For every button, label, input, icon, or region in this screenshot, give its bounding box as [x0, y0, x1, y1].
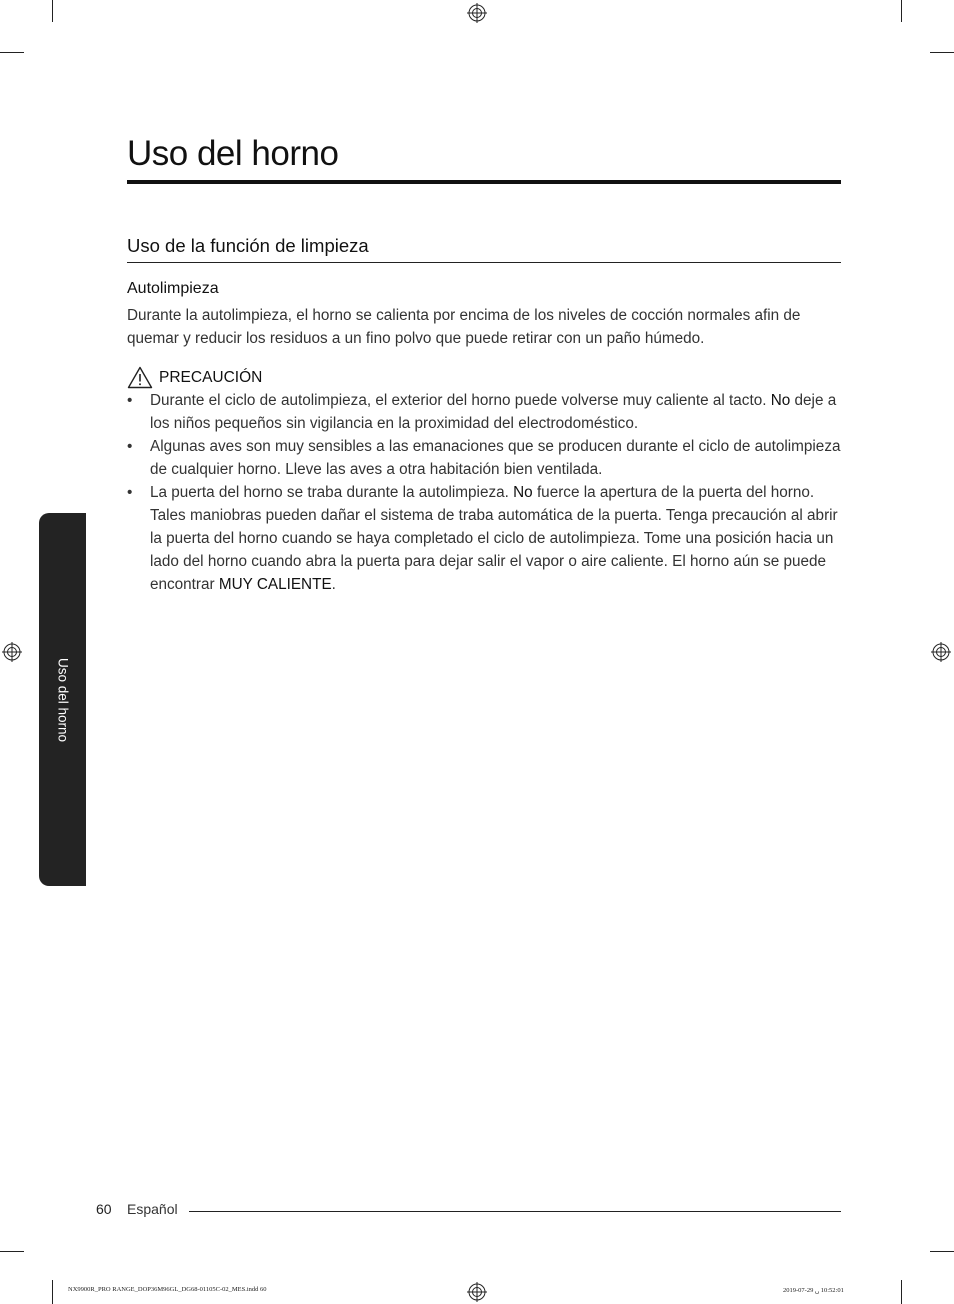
side-tab-label: Uso del horno [55, 657, 70, 743]
print-slug-filename: NX9900R_PRO RANGE_DOP36M96GL_DG68-01105C-02_MES.indd 60 [68, 1286, 267, 1293]
crop-mark [930, 1251, 954, 1252]
print-slug-timestamp: 2019-07-29 ␣ 10:52:01 [783, 1287, 844, 1294]
list-item-text: Algunas aves son muy sensibles a las emanaciones que se producen durante el ciclo de autolimpieza de cualquier horno. Lleve las aves a otra habitación bien ventilada. [150, 438, 841, 478]
list-item-text: La puerta del horno se traba durante la autolimpieza. [150, 484, 509, 501]
crop-mark [52, 1280, 53, 1304]
list-item-text: deje a los niños pequeños sin vigilancia en la proximidad del electrodoméstico. [150, 392, 837, 432]
list-item-emphasis: No [770, 392, 791, 409]
list-item [127, 481, 841, 596]
bullet: • [127, 438, 133, 455]
section-rule [127, 262, 841, 263]
footer-rule [189, 1211, 841, 1212]
caution-list [127, 389, 841, 596]
list-item-emphasis: No [513, 484, 533, 501]
crop-mark [0, 52, 24, 53]
page-number: 60 [96, 1201, 112, 1217]
crop-mark [901, 0, 902, 22]
section-title: Uso de la función de limpieza [127, 235, 369, 256]
registration-mark-icon [931, 642, 951, 662]
caution-heading [127, 366, 262, 389]
intro-paragraph: Durante la autolimpieza, el horno se calienta por encima de los niveles de cocción normales afin de quemar y reducir los residuos a un fino polvo que puede retirar con un paño húmedo. [127, 307, 801, 347]
page-title: Uso del horno [127, 134, 339, 173]
list-item-text: . [331, 576, 336, 593]
bullet: • [127, 484, 133, 501]
crop-mark [52, 0, 53, 22]
list-item-text: Durante el ciclo de autolimpieza, el exterior del horno puede volverse muy caliente al tacto. [150, 392, 767, 409]
crop-mark [901, 1280, 902, 1304]
crop-mark [0, 1251, 24, 1252]
list-item [127, 389, 841, 435]
list-item-emphasis: MUY CALIENTE [218, 576, 332, 593]
registration-mark-icon [467, 1282, 487, 1302]
bullet: • [127, 392, 133, 409]
registration-mark-icon [467, 3, 487, 23]
chapter-side-tab [39, 513, 86, 886]
list-item-text: fuerce la apertura de la puerta del horno. Tales maniobras pueden dañar el sistema de traba automática de la puerta. Tenga precaución al abrir la puerta del horno cuando se haya completado el ciclo de autolimpieza. Tome una posición hacia un lado del horno cuando abra la puerta para dejar salir el vapor o aire caliente. El horno aún se puede encontrar [150, 484, 838, 593]
caution-label: PRECAUCIÓN [159, 368, 263, 386]
footer-language: Español [127, 1201, 178, 1217]
subheading: Autolimpieza [127, 280, 219, 297]
registration-mark-icon [2, 642, 22, 662]
crop-mark [930, 52, 954, 53]
list-item [127, 435, 841, 481]
title-rule [127, 180, 841, 184]
warning-triangle-icon [127, 366, 153, 389]
